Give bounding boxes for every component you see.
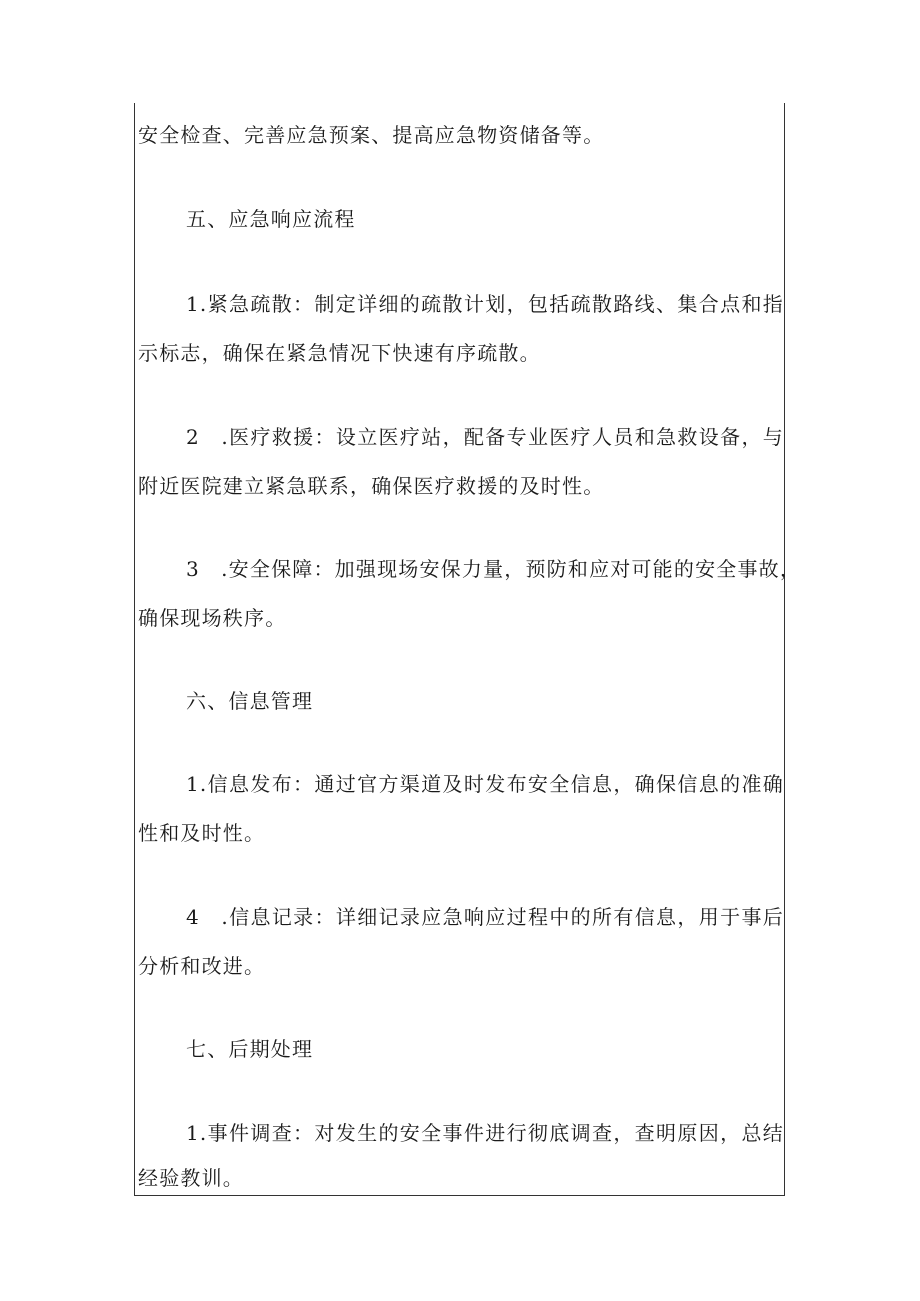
paragraph-line: 附近医院建立紧急联系，确保医疗救援的及时性。 bbox=[138, 474, 605, 498]
section-heading-7: 七、后期处理 bbox=[186, 1037, 314, 1061]
paragraph-line: 1.紧急疏散：制定详细的疏散计划，包括疏散路线、集合点和指 bbox=[186, 292, 784, 316]
paragraph-line: 1.事件调查：对发生的安全事件进行彻底调查，查明原因，总结 bbox=[186, 1121, 784, 1145]
section-heading-6: 六、信息管理 bbox=[186, 689, 314, 713]
table-cell-border bbox=[134, 103, 802, 1196]
paragraph-line: 经验教训。 bbox=[138, 1166, 244, 1190]
paragraph-line: 分析和改进。 bbox=[138, 954, 266, 978]
paragraph-line: 示标志，确保在紧急情况下快速有序疏散。 bbox=[138, 341, 541, 365]
section-heading-5: 五、应急响应流程 bbox=[186, 207, 356, 231]
paragraph-line: 3 .安全保障：加强现场安保力量，预防和应对可能的安全事故， bbox=[186, 557, 802, 581]
paragraph-line: 安全检查、完善应急预案、提高应急物资储备等。 bbox=[138, 123, 605, 147]
paragraph-line: 2 .医疗救援：设立医疗站，配备专业医疗人员和急救设备，与 bbox=[186, 425, 784, 449]
paragraph-line: 4 .信息记录：详细记录应急响应过程中的所有信息，用于事后 bbox=[186, 905, 784, 929]
paragraph-line: 1.信息发布：通过官方渠道及时发布安全信息，确保信息的准确 bbox=[186, 772, 784, 796]
paragraph-line: 确保现场秩序。 bbox=[138, 606, 287, 630]
paragraph-line: 性和及时性。 bbox=[138, 821, 266, 845]
